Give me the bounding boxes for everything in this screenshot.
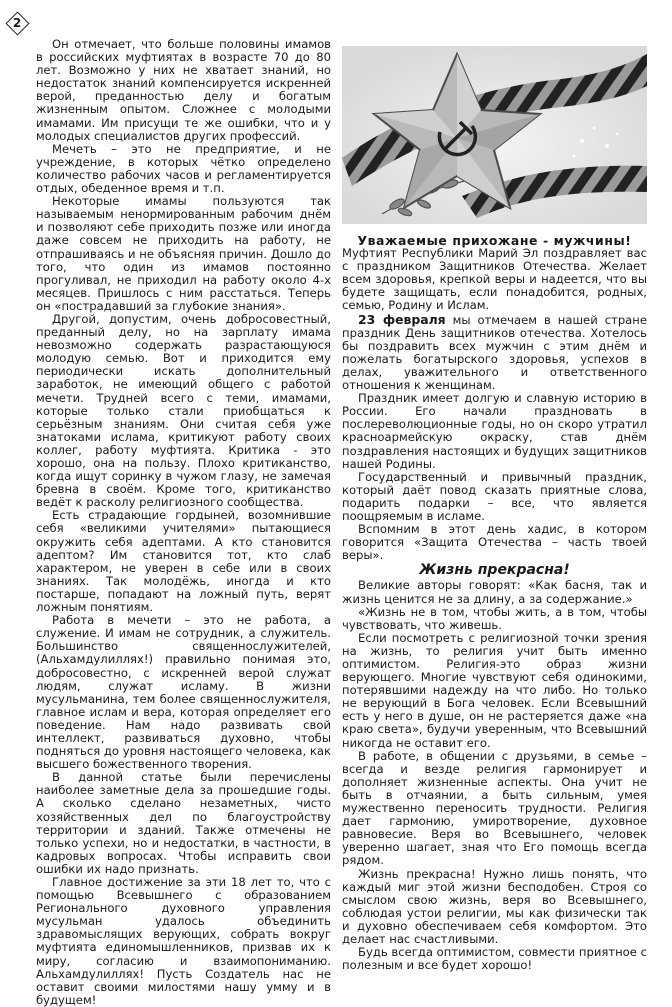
left-paragraph: Есть страдающие гордыней, возомнившие себя «великими учителями» пытающиеся окружить себя адептами. А кто становится адептом? Им становится тот, кто слаб характером, не уверен в себе или в своих знаниях. Так молодёжь, иногда и кто постарше, попадают на ложный путь, верят ложным понятиям. xyxy=(36,508,331,615)
date-highlight: 23 февраля xyxy=(358,311,446,327)
date-paragraph-text: мы отмечаем в нашей стране праздник День защитников отечества. Хотелось бы поздравить всех мужчин с этим днём и пожелать богатырского здоровья, успехов в делах, уважительного и ответственного отношения к женщинам. xyxy=(342,312,647,393)
left-paragraph: Он отмечает, что больше половины имамов в российских муфтиятах в возрасте 70 до 80 лет. Возможно у них не хватает знаний, но недостаток знаний компенсируется искренней верой, преданностью делу и богатым жизненным опытом. Сложнее с молодыми имамами. Им присущи те же ошибки, что и у молодых специалистов других профессий. xyxy=(36,37,331,143)
left-paragraph: Главное достижение за эти 18 лет то, что с помощью Всевышнего с образованием Регионального духовного управления мусульман удалось объединить здравомыслящих верующих, собрать вокруг муфтията единомышленников, призвав их к миру, согласию и взаимопониманию. Альхамдулиллях! Пусть Создатель нас не оставит своими милостями нашу умму и в будущем! xyxy=(36,875,331,1007)
life-paragraph: В работе, в общении с друзьями, в семье – всегда и везде религия гармонирует и дополняет жизненные аспекты. Она учит не быть в отчаянии, а быть сильным, умея мужественно переносить трудности. Религия дает гармонию, умиротворение, духовное равновесие. Веря во Всевышнего, человек уверенно шагает, зная что Его помощь всегда рядом. xyxy=(342,748,647,868)
date-paragraph xyxy=(342,313,647,393)
life-paragraph: «Жизнь не в том, чтобы жить, а в том, чтобы чувствовать, что живешь. xyxy=(342,604,647,632)
holiday-paragraph: Государственный и привычный праздник, который даёт повод сказать приятные слова, подарить подарки – все, что является поощряемым в исламе. xyxy=(342,469,647,523)
life-paragraph: Великие авторы говорят: «Как басня, так и жизнь ценится не за длину, а за содержание.» xyxy=(342,578,647,606)
left-paragraph: В данной статье были перечислены наиболее заметные дела за прошедшие годы. А сколько сделано незаметных, чисто хозяйственных дел по благоустройству территории и зданий. Также отмечены не только успехи, но и недостатки, в частности, в кадровых вопросах. Чтобы исправить свои ошибки их надо признать. xyxy=(36,770,331,876)
life-paragraph: Будь всегда оптимистом, совмести приятное с полезным и все будет хорошо! xyxy=(342,945,647,973)
left-paragraph: Некоторые имамы пользуются так называемым ненормированным рабочим днём и позволяют себе приходить позже или иногда даже совсем не приходить на работу, не отпрашиваясь и не объясняя причин. Дошло до того, что один из имамов постоянно прогуливал, не приходил на работу около 4-х месяцев. Пришлось с ним расстаться. Теперь он «пострадавший за глубокие знания». xyxy=(36,194,331,313)
holiday-paragraph: Праздник имеет долгую и славную историю в России. Его начали праздновать в послереволюционные годы, но он скоро утратил красноармейскую окраску, став днём поздравления настоящих и будущих защитников нашей Родины. xyxy=(342,391,647,471)
holiday-paragraph: Вспомним в этот день хадис, в котором говорится «Защита Отечества – часть твоей веры». xyxy=(342,522,647,563)
greeting-heading: Уважаемые прихожане - мужчины! xyxy=(357,233,632,248)
left-paragraph: Работа в мечети – это не работа, а служение. И имам не сотрудник, а служитель. Большинство священнослужителей, (Альхамдулиллях!) правильно понимая это, добросовестно, с искренней верой служат людям, служат исламу. В жизни мусульманина, тем более священнослужителя, главное ислам и вера, которая определяет его поведение. Нам надо развивать свой интеллект, развиваться духовно, чтобы подняться до уровня настоящего человека, как высшего божественного творения. xyxy=(36,613,331,772)
page-number: 2 xyxy=(12,16,22,30)
life-paragraph: Жизнь прекрасна! Нужно лишь понять, что каждый миг этой жизни бесподобен. Строя со смыслом свою жизнь, веря во Всевышнего, соблюдая устои религии, мы как физически так и духовно обеспечиваем себя комфортом. Это делает нас счастливыми. xyxy=(342,866,647,946)
left-article-column xyxy=(36,38,331,1007)
life-paragraph: Если посмотреть с религиозной точки зрения на жизнь, то религия учит быть именно оптимистом. Религия-это образ жизни верующего. Многие чувствуют себя одинокими, потерявшими надежду на что либо. Но только не верующий в Бога человек. Если Всевышний есть у него в душе, он не растеряется даже «на краю света», будучи уверенным, что Всевышний никогда не оставит его. xyxy=(342,630,647,750)
life-heading: Жизнь прекрасна! xyxy=(419,562,570,579)
left-paragraph: Мечеть – это не предприятие, и не учреждение, в которых чётко определено количество рабочих часов и регламентируется отдых, обеденное время и т.п. xyxy=(36,141,331,196)
star-ribbon-illustration xyxy=(342,46,647,224)
left-paragraph: Другой, допустим, очень добросовестный, преданный делу, но на зарплату имама невозможно содержать разрастающуюся молодую семью. Вот и приходится ему периодически искать дополнительный заработок, не имеющий общего с работой мечети. Трудней всего с теми, имамами, которые только стали приобщаться к серьёзным знаниям. Они считая себя уже знатоками ислама, критикуют работу своих коллег, работу муфтията. Критика - это хорошо, она на пользу. Плохо критиканство, когда ищут соринку в чужом глазу, не замечая бревна в своём. Кроме того, критиканство ведёт к расколу религиозного сообщества. xyxy=(36,311,331,510)
greeting-text: Муфтият Республики Марий Эл поздравляет вас с праздником Защитников Отечества. Желает всем здоровья, крепкой веры и надеется, что вы будете защищать, если понадобится, родных, семью, Родину и Ислам. xyxy=(342,246,647,313)
page-number-badge xyxy=(6,12,28,34)
right-article-column xyxy=(342,46,647,972)
